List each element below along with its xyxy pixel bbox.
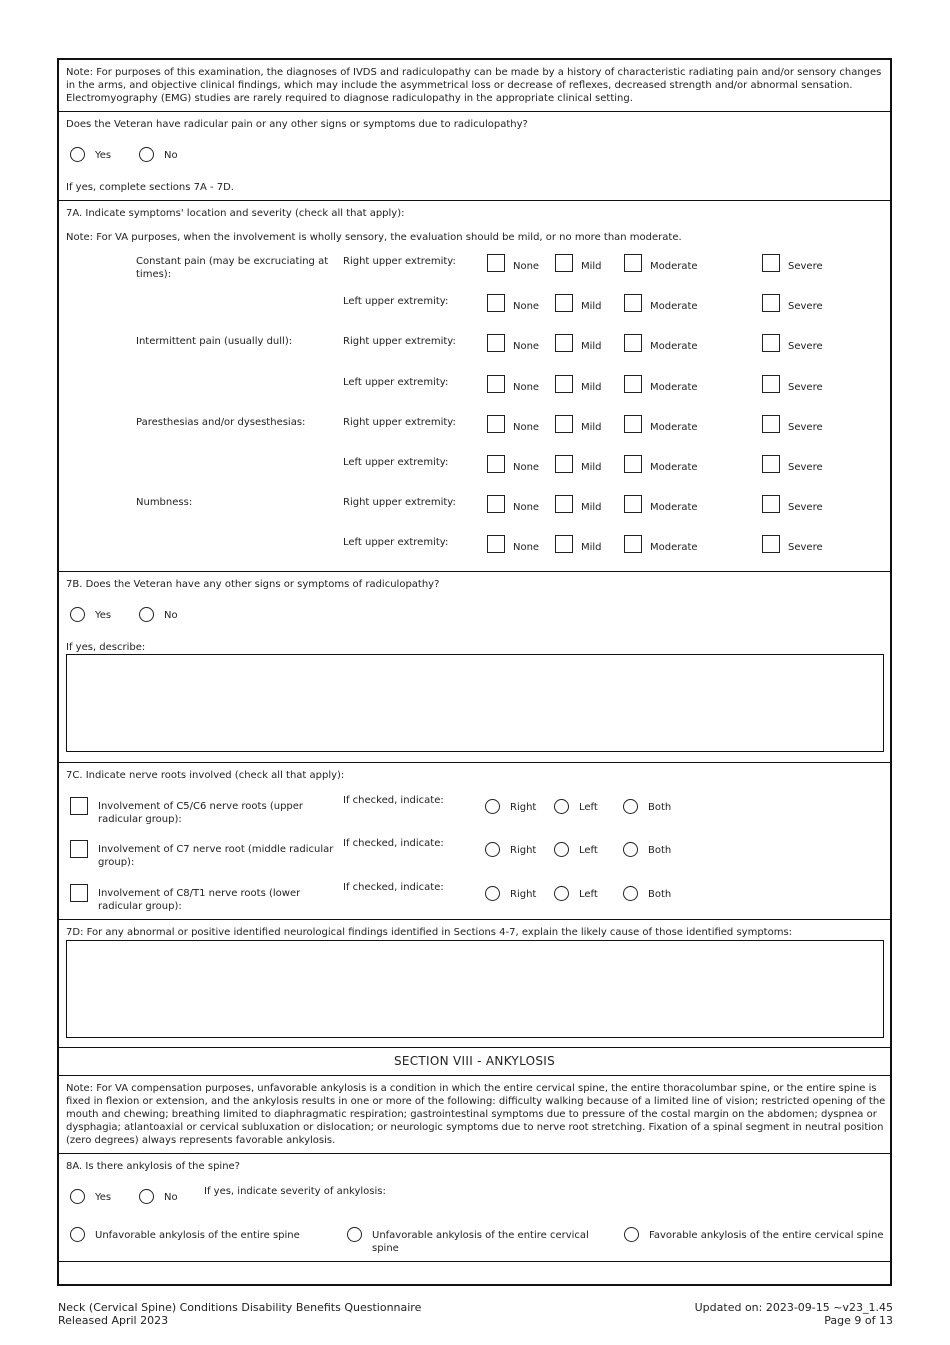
side-left-radio[interactable] <box>554 799 569 814</box>
side-label: Left <box>579 802 598 813</box>
severity-mild-checkbox[interactable] <box>555 334 573 352</box>
severity-option-label: Severe <box>788 341 823 353</box>
footer-page-number: Page 9 of 13 <box>824 1314 893 1327</box>
severity-option-label: None <box>513 301 540 313</box>
severity-option-label: Severe <box>788 462 823 473</box>
extremity-label: Left upper extremity: <box>343 296 449 308</box>
unfavorable-cervical-spine-radio[interactable] <box>347 1227 362 1242</box>
severity-mild-checkbox[interactable] <box>555 254 573 272</box>
ankylosis-note-section <box>59 1076 890 1154</box>
radicular-yes-radio[interactable] <box>70 147 85 162</box>
ivds-note: Note: For purposes of this examination, the diagnoses of IVDS and radiculopathy can be made by a history of characteristic radiating pain and/or sensory changes in the arms, and objective clinical findings, which may include the asymmetrical loss or decrease of reflexes, decreased strength and/or abnormal sensation. Electromyography (EMG) studies are rarely required to diagnose radiculopathy in the appropriate clinical setting. <box>66 67 882 104</box>
7b-describe-label: If yes, describe: <box>66 642 146 653</box>
side-label: Left <box>579 889 598 900</box>
nerve-root-label: Involvement of C8/T1 nerve roots (lower radicular group): <box>98 888 301 912</box>
severity-option-label: Moderate <box>650 381 698 393</box>
severity-severe-checkbox[interactable] <box>762 254 780 272</box>
severity-option-label: None <box>513 462 540 473</box>
severity-none-checkbox[interactable] <box>487 455 505 473</box>
radicular-yes-label: Yes <box>95 150 112 161</box>
7b-no-label: No <box>164 610 178 621</box>
if-checked-label: If checked, indicate: <box>343 795 444 806</box>
severity-option-label: None <box>513 381 540 393</box>
extremity-label: Left upper extremity: <box>343 457 449 468</box>
extremity-label: Left upper extremity: <box>343 537 449 549</box>
severity-none-checkbox[interactable] <box>487 254 505 272</box>
side-both-radio[interactable] <box>623 886 638 901</box>
severity-none-checkbox[interactable] <box>487 334 505 352</box>
severity-moderate-checkbox[interactable] <box>624 495 642 513</box>
7b-no-radio[interactable] <box>139 607 154 622</box>
severity-option-label: None <box>513 261 540 272</box>
8a-severity-prompt: If yes, indicate severity of ankylosis: <box>204 1186 386 1197</box>
nerve-root-checkbox[interactable] <box>70 840 88 858</box>
footer-updated: Updated on: 2023-09-15 ~v23_1.45 <box>694 1301 893 1314</box>
severity-severe-checkbox[interactable] <box>762 334 780 352</box>
section-7c-title: 7C. Indicate nerve roots involved (check all that apply): <box>66 770 345 781</box>
section-7c <box>59 763 890 920</box>
severity-option-label: Moderate <box>650 542 698 554</box>
section-8-heading: SECTION VIII - ANKYLOSIS <box>393 1054 556 1068</box>
severity-mild-checkbox[interactable] <box>555 495 573 513</box>
7d-explanation-textarea[interactable] <box>66 940 884 1038</box>
8a-yes-label: Yes <box>95 1192 112 1203</box>
nerve-root-checkbox[interactable] <box>70 797 88 815</box>
severity-mild-checkbox[interactable] <box>555 455 573 473</box>
extremity-label: Right upper extremity: <box>343 497 456 509</box>
severity-option-label: Mild <box>581 301 602 313</box>
side-label: Both <box>648 889 672 900</box>
8a-no-radio[interactable] <box>139 1189 154 1204</box>
severity-severe-checkbox[interactable] <box>762 455 780 473</box>
symptom-label: Constant pain (may be excruciating at times): <box>136 256 329 280</box>
severity-option-label: Moderate <box>650 261 698 272</box>
severity-moderate-checkbox[interactable] <box>624 375 642 393</box>
severity-option-label: Mild <box>581 341 602 353</box>
severity-option-label: Mild <box>581 502 602 514</box>
radicular-question-section <box>59 112 890 201</box>
severity-option-label: Mild <box>581 462 602 473</box>
side-right-radio[interactable] <box>485 842 500 857</box>
section-7b-question: 7B. Does the Veteran have any other signs or symptoms of radiculopathy? <box>66 579 440 590</box>
section-7a <box>59 201 890 572</box>
symptom-label: Paresthesias and/or dysesthesias: <box>136 416 306 428</box>
symptom-label: Intermittent pain (usually dull): <box>136 336 293 348</box>
ankylosis-note: Note: For VA compensation purposes, unfavorable ankylosis is a condition in which the entire cervical spine, the entire thoracolumbar spine, or the entire spine is fixed in flexion or extension, and the ankylosis results in one or more of the following: difficulty walking because of a limited line of vision; restricted opening of the mouth and chewing; breathing limited to diaphragmatic respiration; gastrointestinal symptoms due to pressure of the costal margin on the abdomen; dyspnea or dysphagia; atlantoaxial or cervical subluxation or dislocation; or neurologic symptoms due to nerve root stretching. Fixation of a spinal segment in neutral position (zero degrees) always represents favorable ankylosis. <box>66 1083 886 1146</box>
radicular-followup: If yes, complete sections 7A - 7D. <box>66 182 234 193</box>
severity-option-label: Severe <box>788 301 823 313</box>
severity-option-label: Moderate <box>650 462 698 473</box>
severity-mild-checkbox[interactable] <box>555 415 573 433</box>
nerve-root-label: Involvement of C5/C6 nerve roots (upper radicular group): <box>98 801 304 825</box>
severity-option-label: Mild <box>581 381 602 393</box>
empty-row <box>59 1262 890 1286</box>
severity-moderate-checkbox[interactable] <box>624 254 642 272</box>
footer-form-title: Neck (Cervical Spine) Conditions Disability Benefits Questionnaire <box>58 1301 422 1314</box>
radicular-no-label: No <box>164 150 178 161</box>
severity-severe-checkbox[interactable] <box>762 375 780 393</box>
severity-moderate-checkbox[interactable] <box>624 415 642 433</box>
severity-option-label: Severe <box>788 381 823 393</box>
radicular-no-radio[interactable] <box>139 147 154 162</box>
if-checked-label: If checked, indicate: <box>343 882 444 893</box>
severity-option-label: None <box>513 502 540 514</box>
unfavorable-entire-spine-radio[interactable] <box>70 1227 85 1242</box>
severity-option-label: Severe <box>788 542 823 554</box>
side-both-radio[interactable] <box>623 842 638 857</box>
if-checked-label: If checked, indicate: <box>343 838 444 849</box>
side-label: Right <box>510 889 537 900</box>
extremity-label: Right upper extremity: <box>343 336 456 348</box>
severity-option-label: Moderate <box>650 421 698 433</box>
unfavorable-entire-spine-label: Unfavorable ankylosis of the entire spine <box>95 1230 300 1241</box>
side-left-radio[interactable] <box>554 842 569 857</box>
8a-yes-radio[interactable] <box>70 1189 85 1204</box>
side-right-radio[interactable] <box>485 799 500 814</box>
severity-none-checkbox[interactable] <box>487 375 505 393</box>
severity-moderate-checkbox[interactable] <box>624 535 642 553</box>
section-7a-note: Note: For VA purposes, when the involvement is wholly sensory, the evaluation should be mild, or no more than moderate. <box>66 232 682 243</box>
section-7d-title: 7D: For any abnormal or positive identified neurological findings identified in Sections 4-7, explain the likely cause of those identified symptoms: <box>66 927 793 938</box>
severity-option-label: None <box>513 542 540 554</box>
section-7d <box>59 920 890 1048</box>
side-label: Both <box>648 802 672 813</box>
7b-yes-radio[interactable] <box>70 607 85 622</box>
side-right-radio[interactable] <box>485 886 500 901</box>
severity-option-label: Mild <box>581 261 602 272</box>
severity-option-label: Moderate <box>650 341 698 353</box>
severity-severe-checkbox[interactable] <box>762 495 780 513</box>
severity-option-label: Severe <box>788 421 823 433</box>
severity-none-checkbox[interactable] <box>487 415 505 433</box>
side-label: Right <box>510 845 537 856</box>
extremity-label: Left upper extremity: <box>343 376 449 388</box>
symptom-label: Numbness: <box>136 497 193 509</box>
side-label: Right <box>510 802 537 813</box>
8a-no-label: No <box>164 1192 178 1203</box>
severity-mild-checkbox[interactable] <box>555 535 573 553</box>
severity-option-label: Severe <box>788 502 823 514</box>
extremity-label: Right upper extremity: <box>343 256 456 267</box>
severity-severe-checkbox[interactable] <box>762 294 780 312</box>
severity-option-label: Mild <box>581 542 602 554</box>
severity-none-checkbox[interactable] <box>487 294 505 312</box>
side-left-radio[interactable] <box>554 886 569 901</box>
severity-mild-checkbox[interactable] <box>555 375 573 393</box>
severity-option-label: Mild <box>581 421 602 433</box>
7b-describe-textarea[interactable] <box>66 654 884 752</box>
section-8-header <box>59 1048 890 1076</box>
severity-option-label: Moderate <box>650 301 698 313</box>
footer-released: Released April 2023 <box>58 1314 169 1327</box>
severity-mild-checkbox[interactable] <box>555 294 573 312</box>
severity-severe-checkbox[interactable] <box>762 535 780 553</box>
favorable-cervical-spine-radio[interactable] <box>624 1227 639 1242</box>
ivds-note-section <box>59 60 890 112</box>
severity-moderate-checkbox[interactable] <box>624 334 642 352</box>
side-label: Both <box>648 845 672 856</box>
nerve-root-label: Involvement of C7 nerve root (middle radicular group): <box>98 844 334 868</box>
side-label: Left <box>579 845 598 856</box>
severity-severe-checkbox[interactable] <box>762 415 780 433</box>
dbq-form-page <box>57 58 892 1286</box>
extremity-label: Right upper extremity: <box>343 416 456 428</box>
severity-option-label: Moderate <box>650 502 698 514</box>
severity-option-label: Severe <box>788 261 823 272</box>
unfavorable-cervical-spine-label: Unfavorable ankylosis of the entire cervical spine <box>372 1230 589 1254</box>
severity-option-label: None <box>513 421 540 433</box>
section-8a <box>59 1154 890 1262</box>
side-both-radio[interactable] <box>623 799 638 814</box>
favorable-cervical-spine-label: Favorable ankylosis of the entire cervical spine <box>649 1230 884 1241</box>
section-7b <box>59 572 890 763</box>
radicular-question: Does the Veteran have radicular pain or any other signs or symptoms due to radiculopathy? <box>66 119 528 130</box>
severity-option-label: None <box>513 341 540 353</box>
severity-moderate-checkbox[interactable] <box>624 294 642 312</box>
7b-yes-label: Yes <box>95 610 112 621</box>
section-7a-title: 7A. Indicate symptoms' location and severity (check all that apply): <box>66 208 405 219</box>
severity-moderate-checkbox[interactable] <box>624 455 642 473</box>
nerve-root-checkbox[interactable] <box>70 884 88 902</box>
section-8a-question: 8A. Is there ankylosis of the spine? <box>66 1161 240 1172</box>
severity-none-checkbox[interactable] <box>487 495 505 513</box>
severity-none-checkbox[interactable] <box>487 535 505 553</box>
